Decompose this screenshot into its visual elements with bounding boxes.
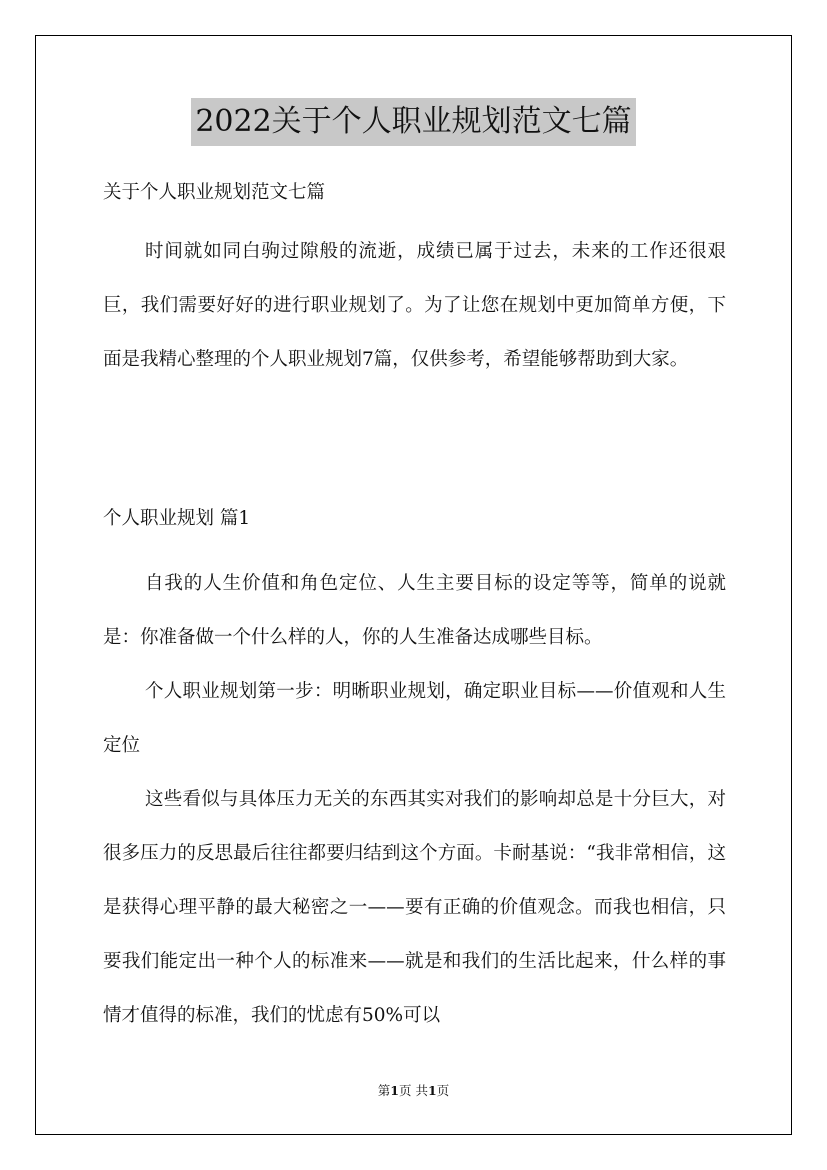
document-subtitle: 关于个人职业规划范文七篇 <box>103 182 326 203</box>
page-footer <box>0 1082 827 1100</box>
intro-paragraph: 时间就如同白驹过隙般的流逝，成绩已属于过去，未来的工作还很艰巨，我们需要好好的进行职业规划了。为了让您在规划中更加简单方便，下面是我精心整理的个人职业规划7篇，仅供参考，希望能够帮助到大家。 <box>103 241 726 370</box>
footer-total-pages: 1 <box>427 1083 437 1098</box>
footer-page-prefix: 第 <box>377 1083 391 1098</box>
section-heading: 个人职业规划 篇1 <box>103 508 251 529</box>
footer-page-number: 1 <box>390 1083 399 1098</box>
section-paragraph-2: 个人职业规划第一步：明晰职业规划，确定职业目标——价值观和人生定位 <box>103 681 726 756</box>
document-title: 2022关于个人职业规划范文七篇 <box>191 98 635 146</box>
section-paragraph-1: 自我的人生价值和角色定位、人生主要目标的设定等等，简单的说就是：你准备做一个什么样的人，你的人生准备达成哪些目标。 <box>103 573 726 648</box>
title-container <box>0 98 827 146</box>
footer-page-suffix: 页 <box>436 1083 450 1098</box>
section-paragraph-3: 这些看似与具体压力无关的东西其实对我们的影响却总是十分巨大，对很多压力的反思最后往往都要归结到这个方面。卡耐基说：“我非常相信，这是获得心理平静的最大秘密之一——要有正确的价值观念。而我也相信，只要我们能定出一种个人的标准来——就是和我们的生活比起来，什么样的事情才值得的标准，我们的忧虑有50%可以 <box>103 789 726 1026</box>
footer-page-mid: 页 共 <box>399 1083 428 1098</box>
